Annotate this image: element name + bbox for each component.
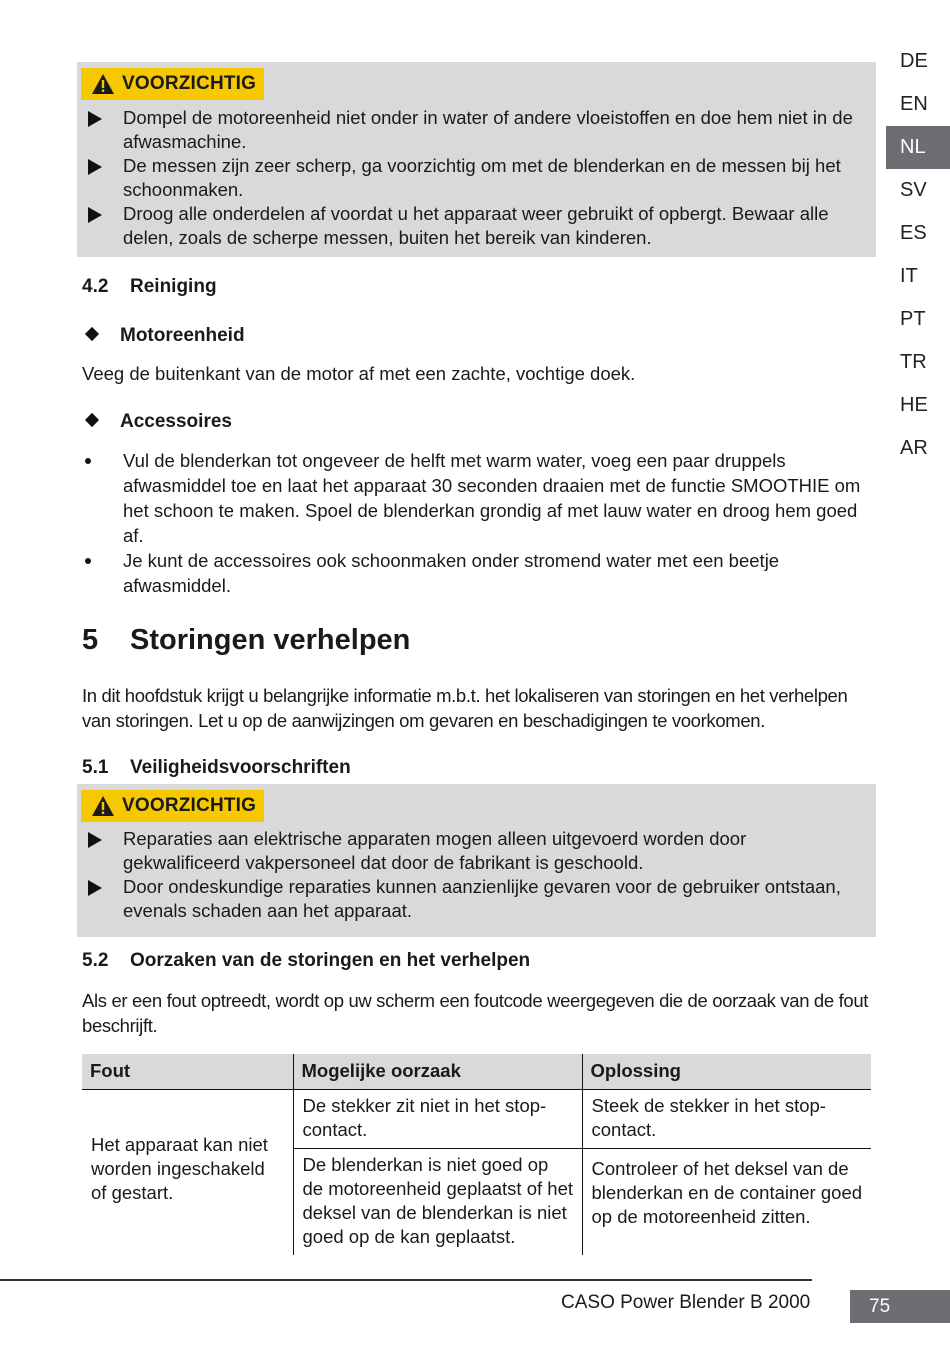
caution-item: Dompel de motoreenheid niet onder in water of andere vloeistoffen en doe hem niet in de afwasmachine. <box>77 106 876 154</box>
diamond-bullet-icon <box>85 413 99 427</box>
caution-item: Door ondeskundige reparaties kunnen aanzienlijke gevaren voor de gebruiker ontstaan, evenals schaden aan het apparaat. <box>77 875 876 923</box>
column-header-solution: Oplossing <box>582 1054 871 1089</box>
arrow-right-icon <box>88 880 102 896</box>
language-nav <box>886 40 950 470</box>
caution-badge <box>81 790 264 822</box>
accessories-list <box>82 448 872 598</box>
arrow-right-icon <box>88 111 102 127</box>
cause-cell: De stekker zit niet in het stop-contact. <box>293 1089 582 1148</box>
lang-tab-ar[interactable]: AR <box>900 437 928 459</box>
lang-tab-he[interactable]: HE <box>900 394 928 416</box>
fault-cell: Het apparaat kan niet worden ingeschakeld of gestart. <box>91 1134 268 1203</box>
diamond-bullet-icon <box>85 327 99 341</box>
lang-tab-sv[interactable]: SV <box>900 179 927 201</box>
footer-product-title: CASO Power Blender B 2000 <box>561 1292 811 1313</box>
footer-divider <box>0 1279 812 1281</box>
solution-cell: Controleer of het deksel van de blenderkan en de container goed op de motoreenheid zitten. <box>582 1148 871 1255</box>
list-item: Vul de blenderkan tot ongeveer de helft met warm water, voeg een paar druppels afwasmiddel toe en laat het apparaat 30 seconden draaien met de functie SMOOTHIE om het schoon te maken. Spoel de blenderkan grondig af met lauw water en droog hem goed af. <box>82 448 872 548</box>
cause-cell: De blenderkan is niet goed op de motoreenheid geplaatst of het deksel van de blenderkan is niet goed op de kan geplaatst. <box>293 1148 582 1255</box>
section-heading-5-2: 5.2 Oorzaken van de storingen en het verhelpen <box>82 950 531 971</box>
subheading-motor: Motoreenheid <box>82 325 245 347</box>
troubleshooting-table <box>82 1054 871 1255</box>
bullet-dot-icon <box>85 558 91 564</box>
page-number: 75 <box>850 1290 950 1323</box>
lang-tab-tr[interactable]: TR <box>900 351 927 373</box>
table-header-row <box>82 1054 871 1089</box>
caution-box-repairs <box>77 784 876 937</box>
caution-item: De messen zijn zeer scherp, ga voorzichtig om met de blenderkan en de messen bij het schoonmaken. <box>77 154 876 202</box>
section-heading-4-2: 4.2 Reiniging <box>82 276 217 297</box>
lang-tab-de[interactable]: DE <box>900 50 928 72</box>
caution-box-cleaning <box>77 62 876 257</box>
caution-item: Reparaties aan elektrische apparaten mogen alleen uitgevoerd worden door gekwalificeerd vakpersoneel dat door de fabrikant is geschoold. <box>77 827 876 875</box>
bullet-dot-icon <box>85 458 91 464</box>
list-item: Je kunt de accessoires ook schoonmaken onder stromend water met een beetje afwasmiddel. <box>82 548 872 598</box>
section-heading-5-1: 5.1 Veiligheidsvoorschriften <box>82 757 351 778</box>
caution-item: Droog alle onderdelen af voordat u het apparaat weer gebruikt of opbergt. Bewaar alle delen, zoals de scherpe messen, buiten het bereik van kinderen. <box>77 202 876 250</box>
solution-cell: Steek de stekker in het stop-contact. <box>582 1089 871 1148</box>
lang-tab-pt[interactable]: PT <box>900 308 926 330</box>
caution-list <box>77 106 876 250</box>
table-row <box>82 1089 871 1148</box>
lang-tab-es[interactable]: ES <box>900 222 927 244</box>
motor-cleaning-text: Veeg de buitenkant van de motor af met een zachte, vochtige doek. <box>82 363 636 384</box>
arrow-right-icon <box>88 159 102 175</box>
arrow-right-icon <box>88 832 102 848</box>
column-header-cause: Mogelijke oorzaak <box>293 1054 582 1089</box>
arrow-right-icon <box>88 207 102 223</box>
caution-badge <box>81 68 264 100</box>
warning-icon <box>91 795 115 817</box>
lang-tab-it[interactable]: IT <box>900 265 918 287</box>
chapter-heading-5: 5 Storingen verhelpen <box>82 624 411 656</box>
caution-label: VOORZICHTIG <box>122 795 257 816</box>
section-5-2-intro: Als er een fout optreedt, wordt op uw scherm een foutcode weergegeven die de oorzaak van de fout beschrijft. <box>82 990 869 1036</box>
subheading-accessories: Accessoires <box>82 411 232 433</box>
column-header-fault: Fout <box>82 1054 293 1089</box>
caution-label: VOORZICHTIG <box>122 73 257 94</box>
chapter-intro: In dit hoofdstuk krijgt u belangrijke informatie m.b.t. het lokaliseren van storingen en het verhelpen van storingen. Let u op de aanwijzingen om gevaren en beschadigingen te voorkomen. <box>82 685 848 731</box>
lang-tab-nl[interactable]: NL <box>886 126 950 169</box>
caution-list <box>77 827 876 923</box>
warning-icon <box>91 73 115 95</box>
lang-tab-en[interactable]: EN <box>900 93 928 115</box>
